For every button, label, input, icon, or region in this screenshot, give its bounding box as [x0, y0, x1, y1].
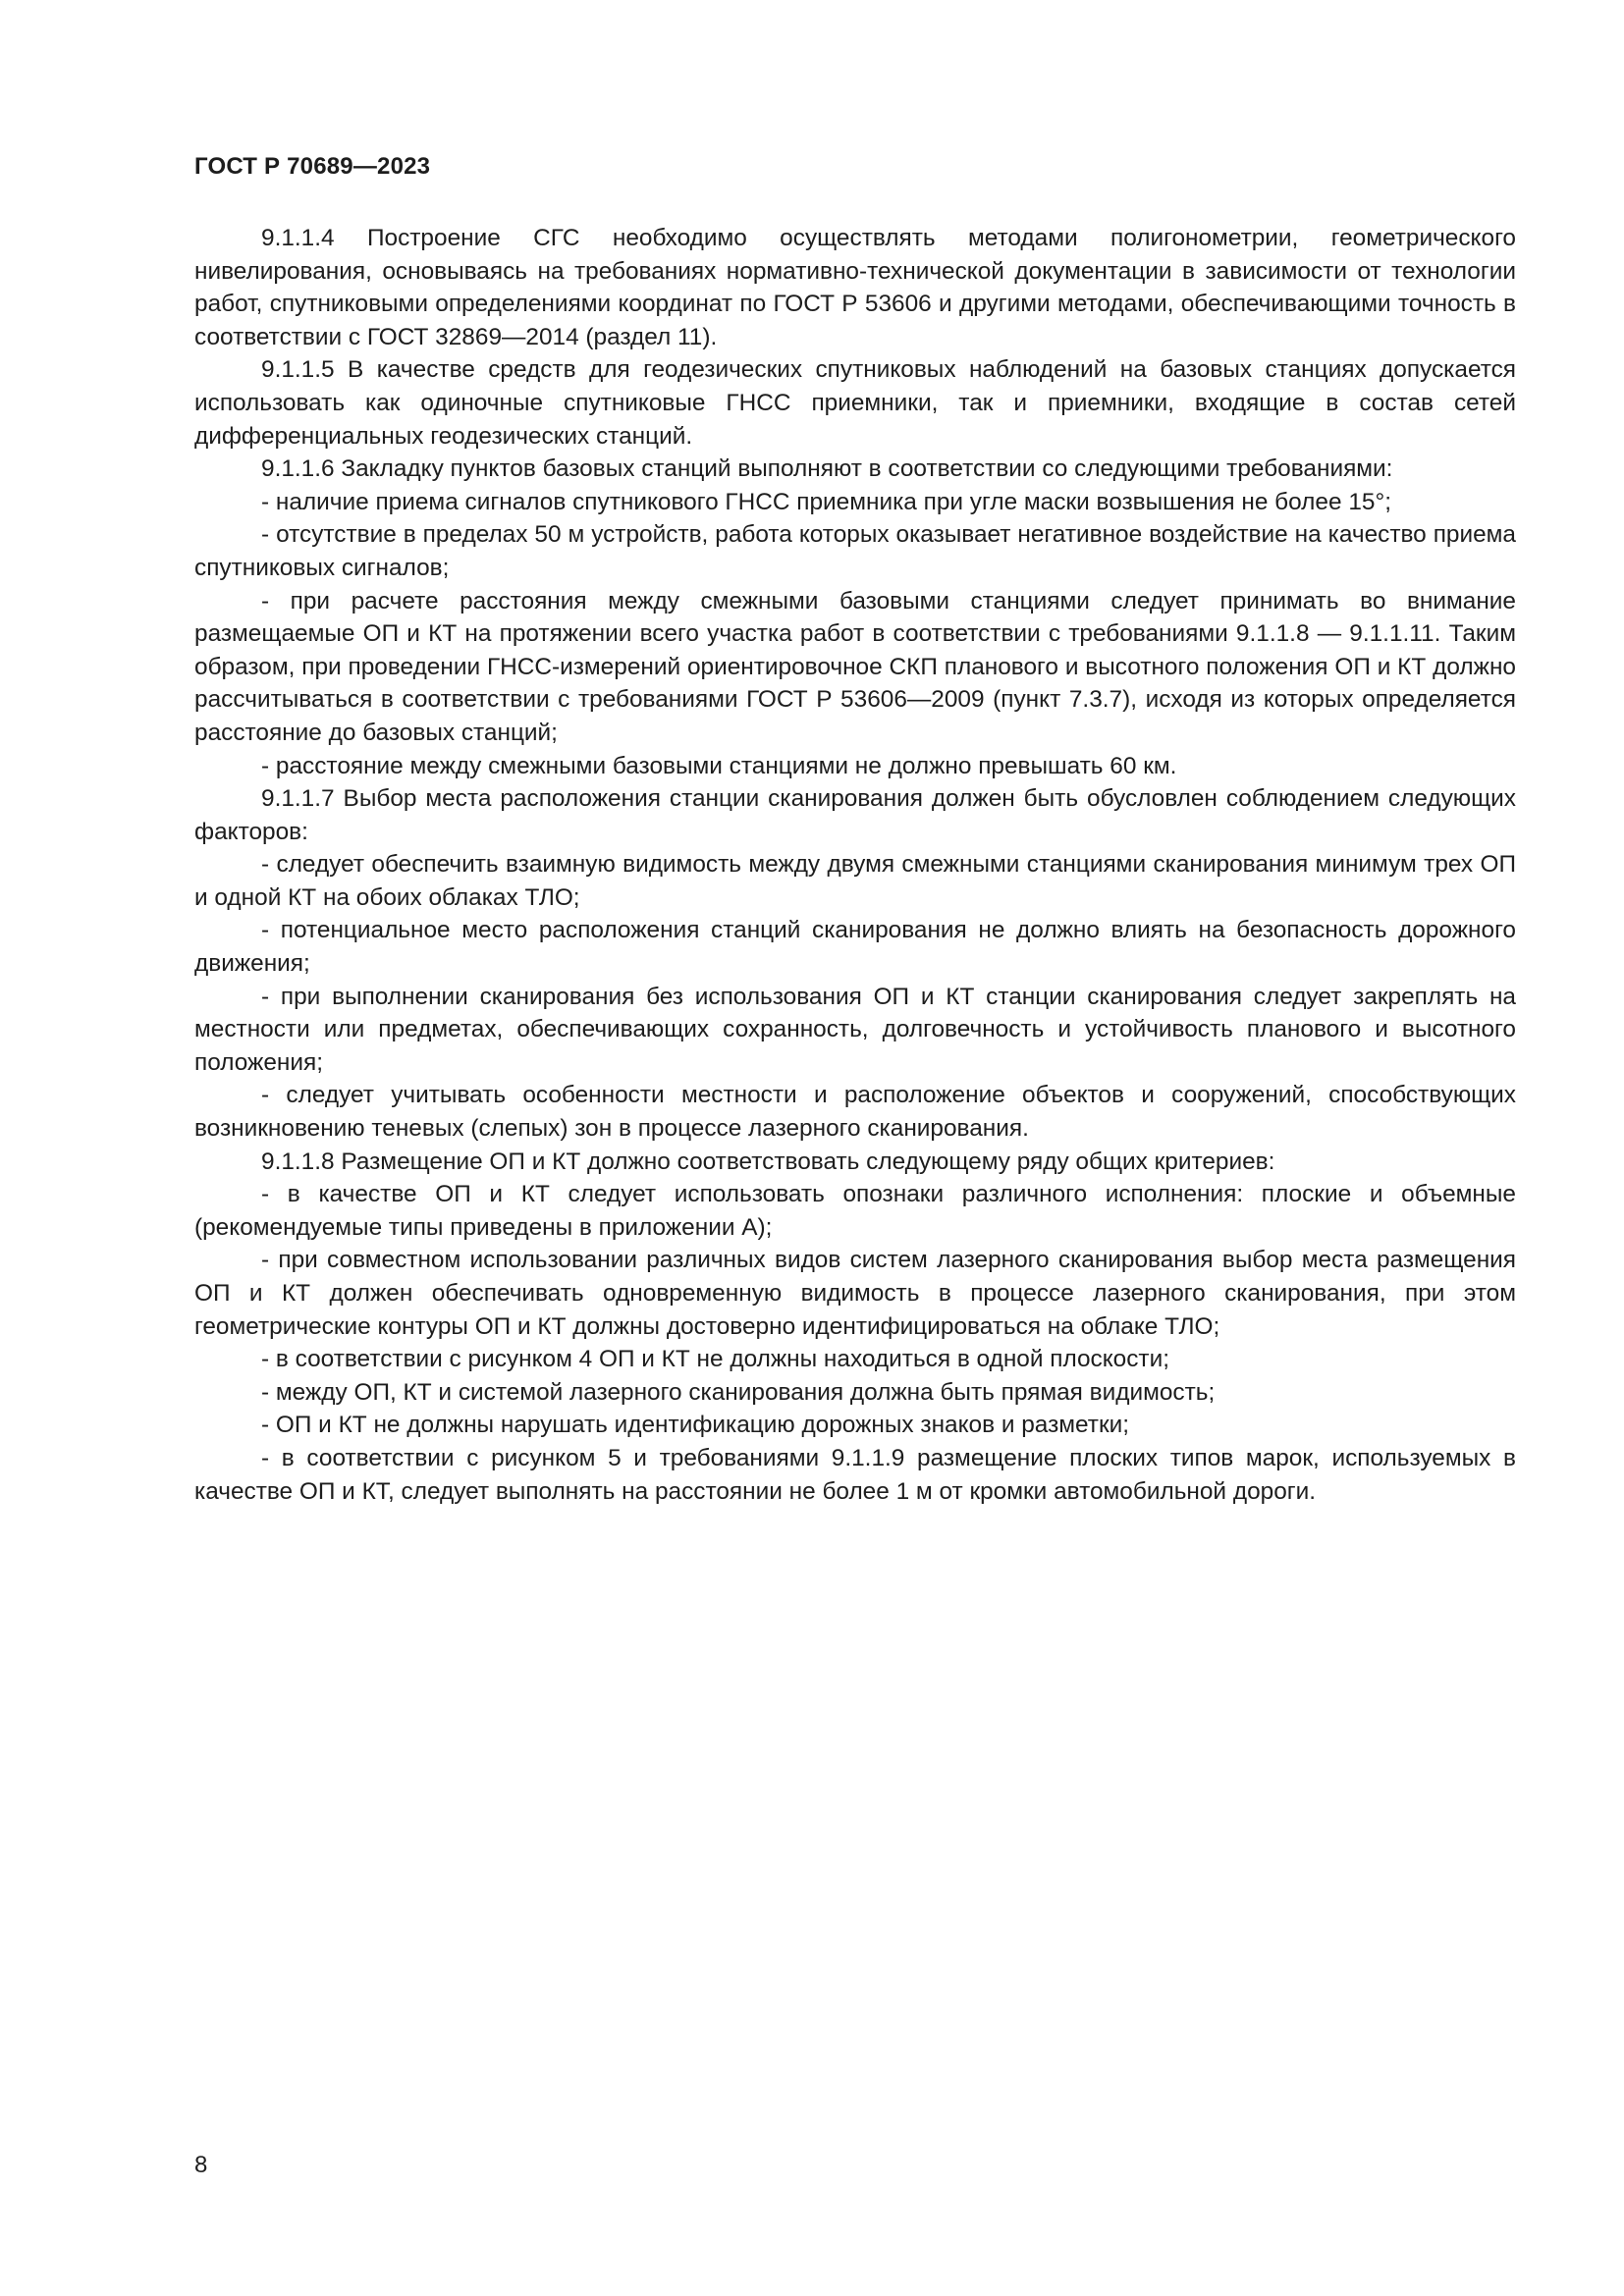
list-item: - потенциальное место расположения станций сканирования не должно влиять на безопасность дорожного движения; [194, 917, 1516, 978]
list-item: - наличие приема сигналов спутникового ГНСС приемника при угле маски возвышения не более 15°; [261, 488, 1391, 515]
page-number: 8 [194, 2152, 208, 2178]
list-item: - при выполнении сканирования без использования ОП и КТ станции сканирования следует закреплять на местности или предметах, обеспечивающих сохранность, долговечность и устойчивость планового и высотного положения; [194, 983, 1516, 1076]
list-item: - в соответствии с рисунком 4 ОП и КТ не должны находиться в одной плоскости; [261, 1346, 1170, 1373]
paragraph-9-1-1-4: 9.1.1.4 Построение СГС необходимо осуществлять методами полигонометрии, геометрического нивелирования, основываясь на требованиях нормативно-технической документации в зависимости от технологии работ, спутниковыми определениями координат по ГОСТ Р 53606 и другими методами, обеспечивающими точность в соответствии с ГОСТ 32869—2014 (раздел 11). [194, 225, 1516, 350]
list-item: - в качестве ОП и КТ следует использовать опознаки различного исполнения: плоские и объемные (рекомендуемые типы приведены в приложении А); [194, 1181, 1516, 1241]
list-item: - в соответствии с рисунком 5 и требованиями 9.1.1.9 размещение плоских типов марок, используемых в качестве ОП и КТ, следует выполнять на расстоянии не более 1 м от кромки автомобильной дороги. [194, 1444, 1516, 1505]
list-item: - расстояние между смежными базовыми станциями не должно превышать 60 км. [261, 752, 1177, 779]
paragraph-9-1-1-8: 9.1.1.8 Размещение ОП и КТ должно соответствовать следующему ряду общих критериев: [261, 1148, 1275, 1175]
list-item: - следует учитывать особенности местности и расположение объектов и сооружений, способствующих возникновению теневых (слепых) зон в процессе лазерного сканирования. [194, 1082, 1516, 1143]
document-body [194, 222, 1516, 1508]
list-item: - при совместном использовании различных видов систем лазерного сканирования выбор места размещения ОП и КТ должен обеспечивать одновременную видимость в процессе лазерного сканирования, при этом геометрические контуры ОП и КТ должны достоверно идентифицироваться на облаке ТЛО; [194, 1247, 1516, 1340]
list-item: - отсутствие в пределах 50 м устройств, работа которых оказывает негативное воздействие на качество приема спутниковых сигналов; [194, 521, 1516, 581]
list-item: - ОП и КТ не должны нарушать идентификацию дорожных знаков и разметки; [261, 1412, 1130, 1439]
list-item: - при расчете расстояния между смежными базовыми станциями следует принимать во внимание размещаемые ОП и КТ на протяжении всего участка работ в соответствии с требованиями 9.1.1.8 — 9.1.1.11. Таким образом, при проведении ГНСС-измерений ориентировочное СКП планового и высотного положения ОП и КТ должно рассчитываться в соответствии с требованиями ГОСТ Р 53606—2009 (пункт 7.3.7), исходя из которых определяется расстояние до базовых станций; [194, 587, 1516, 746]
document-header: ГОСТ Р 70689—2023 [194, 153, 431, 180]
paragraph-9-1-1-7: 9.1.1.7 Выбор места расположения станции сканирования должен быть обусловлен соблюдением следующих факторов: [194, 785, 1516, 845]
list-item: - между ОП, КТ и системой лазерного сканирования должна быть прямая видимость; [261, 1378, 1216, 1406]
paragraph-9-1-1-5: 9.1.1.5 В качестве средств для геодезических спутниковых наблюдений на базовых станциях допускается использовать как одиночные спутниковые ГНСС приемники, так и приемники, входящие в состав сетей дифференциальных геодезических станций. [194, 356, 1516, 450]
list-item: - следует обеспечить взаимную видимость между двумя смежными станциями сканирования минимум трех ОП и одной КТ на обоих облаках ТЛО; [194, 851, 1516, 911]
paragraph-9-1-1-6: 9.1.1.6 Закладку пунктов базовых станций выполняют в соответствии со следующими требованиями: [261, 455, 1393, 483]
